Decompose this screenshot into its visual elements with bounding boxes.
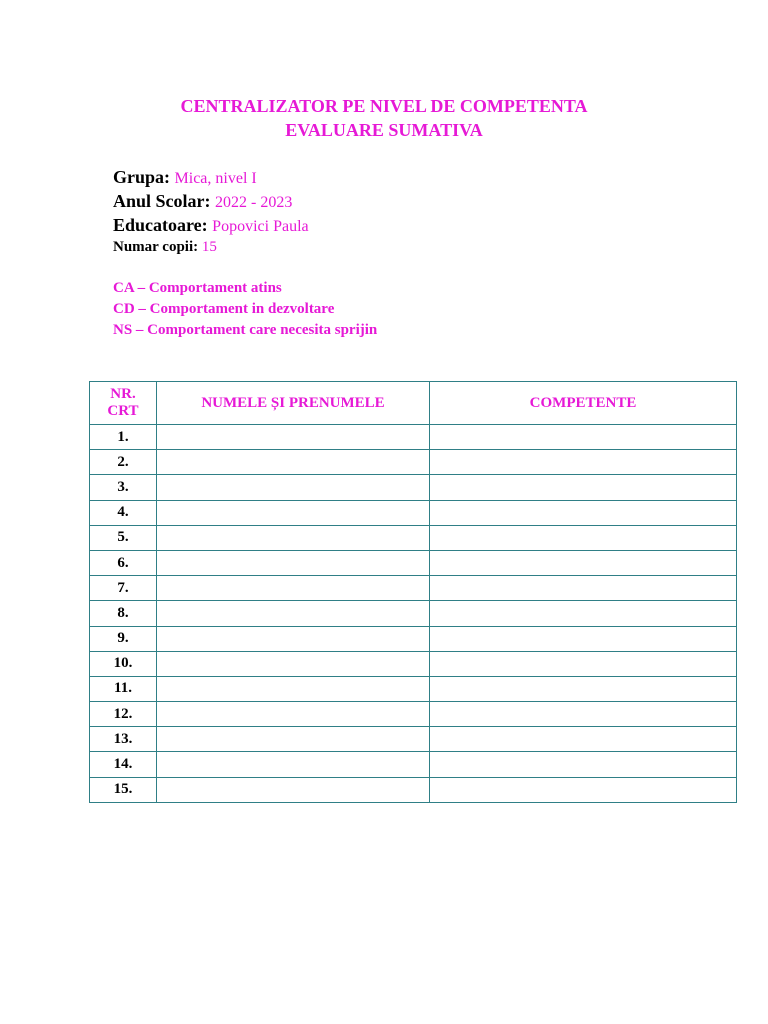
table-row bbox=[90, 601, 737, 626]
table-row bbox=[90, 576, 737, 601]
table-row bbox=[90, 550, 737, 575]
evaluation-table bbox=[89, 381, 737, 803]
row-number: 7. bbox=[90, 576, 157, 601]
row-number: 3. bbox=[90, 475, 157, 500]
table-row bbox=[90, 752, 737, 777]
school-year-label: Anul Scolar: bbox=[113, 191, 211, 211]
row-number: 10. bbox=[90, 651, 157, 676]
table-row bbox=[90, 500, 737, 525]
competence-cell[interactable] bbox=[430, 525, 737, 550]
header-name: NUMELE ȘI PRENUMELE bbox=[157, 382, 430, 425]
row-number: 8. bbox=[90, 601, 157, 626]
table-row bbox=[90, 425, 737, 450]
name-cell[interactable] bbox=[157, 550, 430, 575]
legend-item-ca: CA – Comportament atins bbox=[113, 280, 282, 296]
row-number: 13. bbox=[90, 727, 157, 752]
teacher-label: Educatoare: bbox=[113, 215, 208, 235]
name-cell[interactable] bbox=[157, 626, 430, 651]
document-subtitle: EVALUARE SUMATIVA bbox=[285, 120, 483, 140]
children-count-value: 15 bbox=[201, 239, 217, 255]
header-nr-line1: NR. bbox=[110, 386, 136, 402]
name-cell[interactable] bbox=[157, 450, 430, 475]
name-cell[interactable] bbox=[157, 601, 430, 626]
table-row bbox=[90, 475, 737, 500]
row-number: 2. bbox=[90, 450, 157, 475]
name-cell[interactable] bbox=[157, 425, 430, 450]
table-row bbox=[90, 651, 737, 676]
competence-cell[interactable] bbox=[430, 752, 737, 777]
header-nr-crt bbox=[90, 382, 157, 425]
table-row bbox=[90, 702, 737, 727]
table-row bbox=[90, 727, 737, 752]
name-cell[interactable] bbox=[157, 651, 430, 676]
competence-cell[interactable] bbox=[430, 702, 737, 727]
name-cell[interactable] bbox=[157, 777, 430, 802]
table-body bbox=[90, 425, 737, 803]
row-number: 1. bbox=[90, 425, 157, 450]
competence-cell[interactable] bbox=[430, 601, 737, 626]
header-competente: COMPETENTE bbox=[430, 382, 737, 425]
row-number: 15. bbox=[90, 777, 157, 802]
teacher-value: Popovici Paula bbox=[212, 218, 309, 235]
school-year-info bbox=[113, 190, 292, 214]
competence-cell[interactable] bbox=[430, 676, 737, 701]
header-nr-line2: CRT bbox=[107, 403, 139, 419]
competence-cell[interactable] bbox=[430, 727, 737, 752]
competence-cell[interactable] bbox=[430, 777, 737, 802]
table-row bbox=[90, 676, 737, 701]
group-value: Mica, nivel I bbox=[174, 170, 257, 187]
competence-cell[interactable] bbox=[430, 425, 737, 450]
row-number: 11. bbox=[90, 676, 157, 701]
row-number: 12. bbox=[90, 702, 157, 727]
competence-cell[interactable] bbox=[430, 651, 737, 676]
row-number: 9. bbox=[90, 626, 157, 651]
school-year-value: 2022 - 2023 bbox=[215, 194, 293, 211]
table-header-row bbox=[90, 382, 737, 425]
competence-cell[interactable] bbox=[430, 576, 737, 601]
table-row bbox=[90, 450, 737, 475]
name-cell[interactable] bbox=[157, 727, 430, 752]
legend-item-cd: CD – Comportament in dezvoltare bbox=[113, 301, 335, 317]
row-number: 4. bbox=[90, 500, 157, 525]
children-count-info bbox=[113, 237, 217, 257]
row-number: 6. bbox=[90, 550, 157, 575]
group-info bbox=[113, 166, 257, 190]
name-cell[interactable] bbox=[157, 676, 430, 701]
children-count-label: Numar copii: bbox=[113, 239, 199, 255]
table-row bbox=[90, 777, 737, 802]
competence-cell[interactable] bbox=[430, 550, 737, 575]
name-cell[interactable] bbox=[157, 525, 430, 550]
name-cell[interactable] bbox=[157, 702, 430, 727]
name-cell[interactable] bbox=[157, 500, 430, 525]
legend-item-ns: NS – Comportament care necesita sprijin bbox=[113, 322, 378, 338]
table-row bbox=[90, 525, 737, 550]
teacher-info bbox=[113, 214, 309, 238]
document-title: CENTRALIZATOR PE NIVEL DE COMPETENTA bbox=[180, 96, 588, 116]
row-number: 14. bbox=[90, 752, 157, 777]
competence-cell[interactable] bbox=[430, 475, 737, 500]
group-label: Grupa: bbox=[113, 167, 171, 187]
competence-cell[interactable] bbox=[430, 450, 737, 475]
name-cell[interactable] bbox=[157, 475, 430, 500]
competence-cell[interactable] bbox=[430, 500, 737, 525]
row-number: 5. bbox=[90, 525, 157, 550]
name-cell[interactable] bbox=[157, 576, 430, 601]
competence-cell[interactable] bbox=[430, 626, 737, 651]
name-cell[interactable] bbox=[157, 752, 430, 777]
table-row bbox=[90, 626, 737, 651]
